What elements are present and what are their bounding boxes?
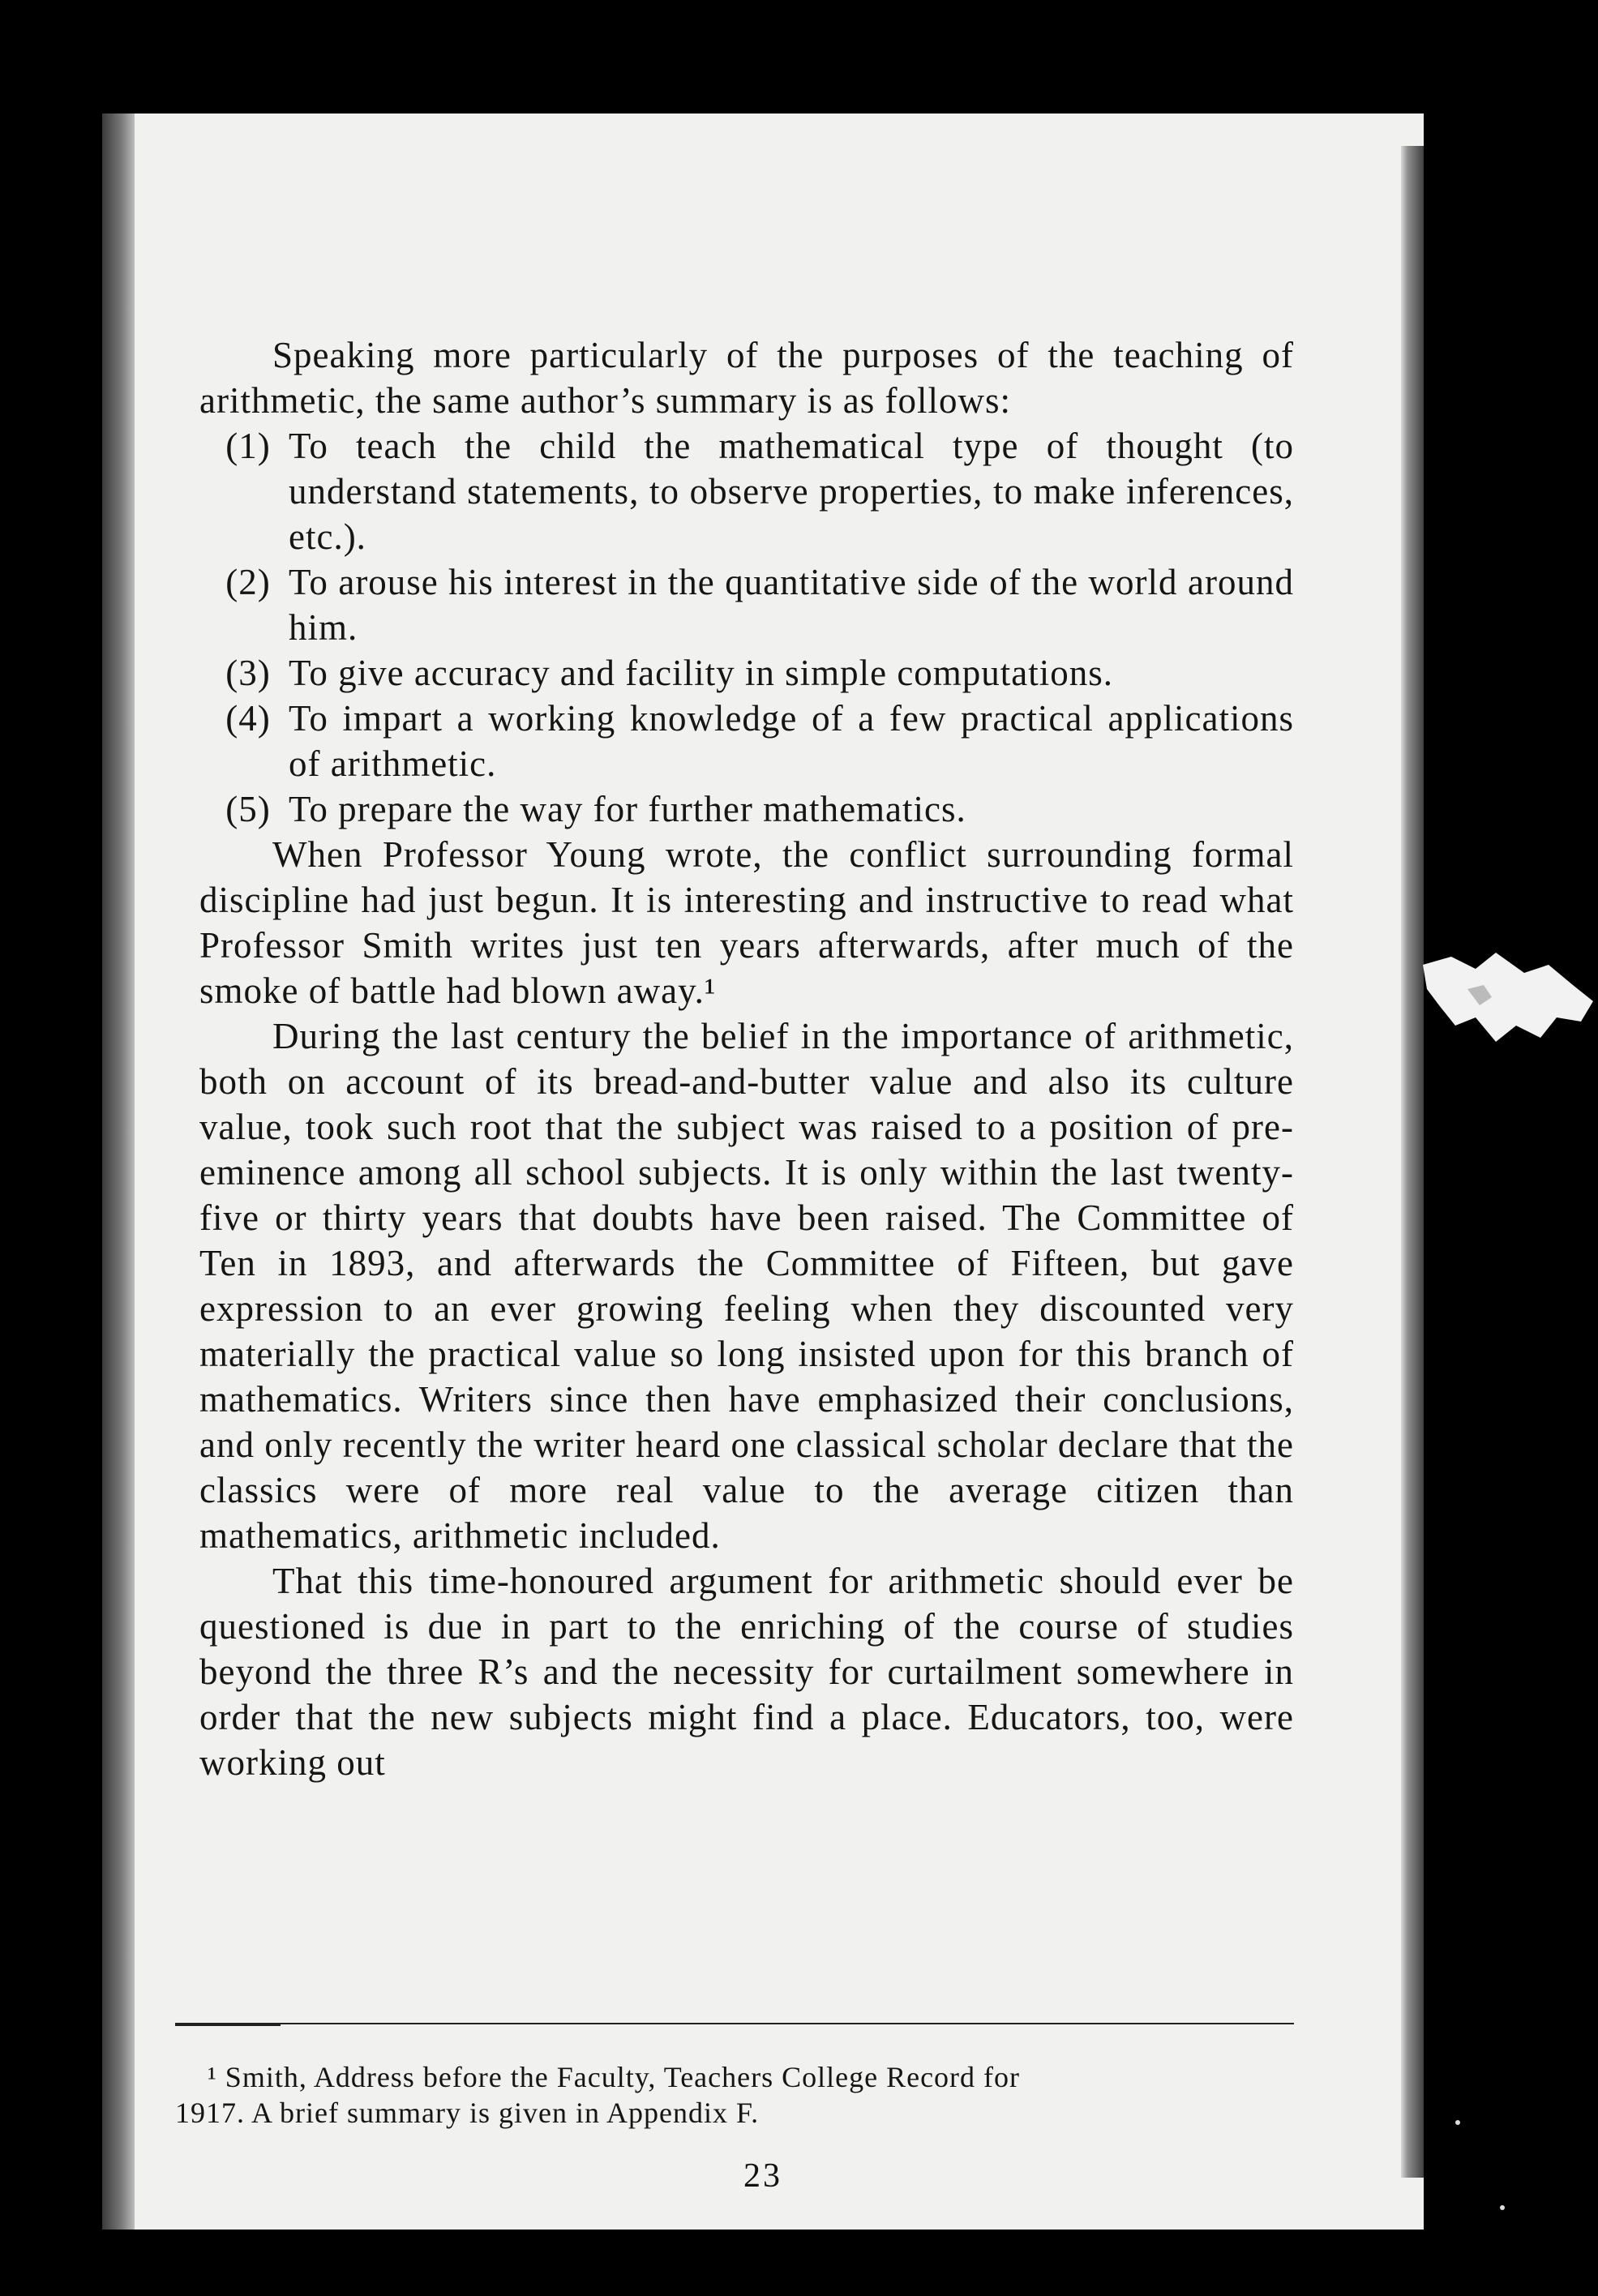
list-item <box>199 423 1294 559</box>
footnote-line: 1917. A brief summary is given in Appendix F. <box>175 2097 760 2129</box>
list-item <box>199 559 1294 650</box>
list-item-text: To impart a working knowledge of a few practical applications of arithmetic. <box>289 698 1294 784</box>
page-number: 23 <box>743 2157 782 2195</box>
list-item-number: (2) <box>225 562 271 602</box>
list-item <box>199 786 1294 832</box>
list-item-text: To give accuracy and facility in simple computations. <box>289 653 1114 693</box>
list-item-number: (3) <box>225 653 271 693</box>
list-item <box>199 650 1294 696</box>
book-page <box>102 114 1424 2230</box>
footnote-line: ¹ Smith, Address before the Faculty, Teachers College Record for <box>208 2061 1021 2093</box>
paragraph-last-century: During the last century the belief in the importance of arithmetic, both on account of its bread-and-butter value and also its culture value, took such root that the subject was raised to a position of pre-eminence among all school subjects. It is only within the last twenty-five or thirty years that doubts have been raised. The Committee of Ten in 1893, and afterwards the Committee of Fifteen, but gave expression to an ever growing feeling when they discounted very materially the practical value so long insisted upon for this branch of mathematics. Writers since then have emphasized their conclusions, and only recently the writer heard one classical scholar declare that the classics were of more real value to the average citizen than mathematics, arithmetic included. <box>199 1016 1294 1556</box>
paragraph-time-honoured: That this time-honoured argument for arithmetic should ever be questioned is due in part to the enriching of the course of studies beyond the three R’s and the necessity for curtailment somewhere in order that the new subjects might find a place. Educators, too, were working out <box>199 1561 1294 1783</box>
footnote <box>175 2059 1294 2131</box>
page-edge-shadow <box>1401 146 1424 2178</box>
list-item-number: (5) <box>225 789 271 829</box>
list-item-text: To teach the child the mathematical type of thought (to understand statements, to observe properties, to make inferences, etc.). <box>289 426 1294 557</box>
body-text <box>199 332 1294 1785</box>
paragraph-professor-young: When Professor Young wrote, the conflict surrounding formal discipline had just begun. It is interesting and instructive to read what Professor Smith writes just ten years afterwards, after much of the smoke of battle had blown away.¹ <box>199 834 1294 1011</box>
dust-speck <box>1455 2120 1460 2125</box>
list-item <box>199 696 1294 786</box>
intro-paragraph: Speaking more particularly of the purposes of the teaching of arithmetic, the same author’s summary is as follows: <box>199 335 1294 421</box>
torn-paper-fragment <box>1419 940 1597 1054</box>
list-item-number: (4) <box>225 698 271 739</box>
list-item-text: To arouse his interest in the quantitative side of the world around him. <box>289 562 1294 648</box>
list-item-text: To prepare the way for further mathematics. <box>289 789 966 829</box>
footnote-rule <box>175 2023 1294 2024</box>
dust-speck <box>1500 2205 1505 2210</box>
page-gutter-shadow <box>102 114 135 2230</box>
list-item-number: (1) <box>225 426 271 466</box>
